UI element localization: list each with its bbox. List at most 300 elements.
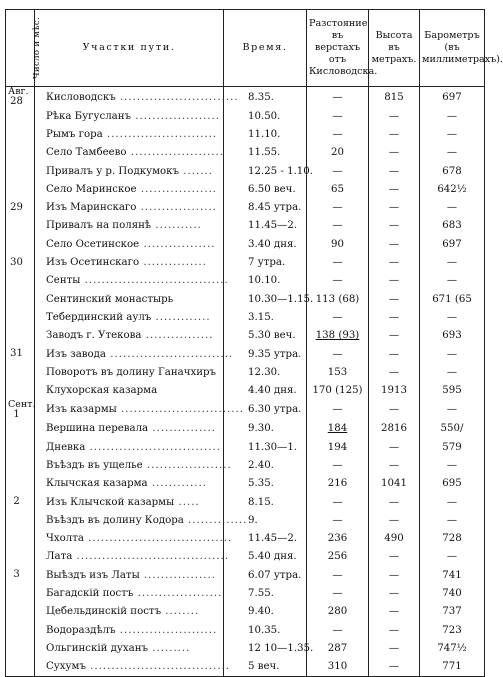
barometer-cell: — xyxy=(420,198,485,216)
distance-cell: — xyxy=(307,345,369,363)
segment-label: Изъ Маринскаго xyxy=(46,202,137,214)
time-cell: 6.30 утра. xyxy=(224,400,307,420)
leader-dots: ....................... xyxy=(115,624,218,636)
date-cell xyxy=(6,438,35,456)
leader-dots: .................................... xyxy=(72,551,230,563)
segment-cell xyxy=(35,530,233,548)
table-row xyxy=(6,381,485,399)
date-cell xyxy=(6,566,35,584)
segment-label: Сухумъ xyxy=(46,661,86,673)
barometer-cell: 642½ xyxy=(420,180,485,198)
date-cell xyxy=(6,162,35,180)
date-cell xyxy=(6,621,35,639)
height-cell: — xyxy=(369,363,420,381)
segment-label: Изъ Осетинскаго xyxy=(46,257,140,269)
segment-cell xyxy=(35,272,229,290)
time-cell: 5.30 веч. xyxy=(224,327,307,345)
leader-dots: ............................... xyxy=(85,441,221,453)
segment-label: Заводъ г. Утекова xyxy=(46,330,142,342)
barometer-cell: 579 xyxy=(420,438,485,456)
segment-cell xyxy=(35,327,224,345)
segment-cell xyxy=(35,658,231,677)
segment-cell xyxy=(35,493,224,511)
distance-cell: 113 (68) xyxy=(307,290,369,308)
distance-cell: — xyxy=(307,456,369,474)
date-cell xyxy=(6,235,35,253)
distance-cell: 65 xyxy=(307,180,369,198)
distance-cell: — xyxy=(307,125,369,143)
segment-label: Изъ казармы xyxy=(46,404,117,416)
height-cell: — xyxy=(369,308,420,326)
barometer-cell: — xyxy=(420,345,485,363)
segment-label: Выѣздъ изъ Латы xyxy=(46,569,140,581)
segment-cell xyxy=(35,253,224,271)
leader-dots: ............. xyxy=(151,311,211,323)
table-row xyxy=(6,290,485,308)
segment-label: Поворотъ въ долину Ганачхиръ xyxy=(46,366,216,378)
segment-cell xyxy=(35,639,224,657)
time-cell: 5.40 дня. xyxy=(224,548,307,566)
distance-cell: 216 xyxy=(307,475,369,493)
barometer-cell: 595 xyxy=(420,381,485,399)
barometer-cell: 695 xyxy=(420,475,485,493)
leader-dots: ...................... xyxy=(126,147,225,159)
time-cell: 9.40. xyxy=(224,603,307,621)
segment-label: Сентинский монастырь xyxy=(46,293,174,305)
header-route: Участки пути. xyxy=(35,10,224,87)
time-cell: 11.45—2. xyxy=(224,530,307,548)
date-cell xyxy=(6,381,35,399)
date-cell xyxy=(6,272,35,290)
segment-label: Дневка xyxy=(46,441,86,453)
height-cell: — xyxy=(369,621,420,639)
distance-cell: 256 xyxy=(307,548,369,566)
distance-cell: 20 xyxy=(307,144,369,162)
segment-cell xyxy=(35,180,224,198)
segment-cell xyxy=(35,162,224,180)
height-cell: — xyxy=(369,584,420,602)
date-cell xyxy=(6,420,35,438)
height-cell: — xyxy=(369,180,420,198)
barometer-cell: 741 xyxy=(420,566,485,584)
table-body xyxy=(6,87,485,677)
date-cell xyxy=(6,548,35,566)
leader-dots: .............. xyxy=(183,514,248,526)
distance-cell: 236 xyxy=(307,530,369,548)
segment-cell xyxy=(35,548,230,566)
height-cell: — xyxy=(369,639,420,657)
barometer-cell: — xyxy=(420,548,485,566)
itinerary-table xyxy=(5,9,503,677)
table-row xyxy=(6,272,485,290)
table-row xyxy=(6,327,485,345)
barometer-cell: — xyxy=(420,144,485,162)
leader-dots: .................................. xyxy=(80,275,229,287)
segment-label: Привалъ у р. Подкумокъ xyxy=(46,165,179,177)
leader-dots: ....... xyxy=(179,165,213,177)
height-cell: 2816 xyxy=(369,420,420,438)
height-cell: — xyxy=(369,493,420,511)
leader-dots: ................................. xyxy=(85,661,231,673)
height-cell: 1913 xyxy=(369,381,420,399)
height-cell: — xyxy=(369,511,420,529)
segment-label: Багадскій постъ xyxy=(46,588,134,600)
date-cell xyxy=(6,125,35,143)
time-cell: 4.40 дня. xyxy=(224,381,307,399)
height-cell: — xyxy=(369,603,420,621)
date-cell xyxy=(6,345,35,363)
date-cell xyxy=(6,327,35,345)
segment-cell xyxy=(35,511,248,529)
barometer-cell: 737 xyxy=(420,603,485,621)
table-row xyxy=(6,217,485,235)
height-cell: — xyxy=(369,438,420,456)
time-cell: 9.30. xyxy=(224,420,307,438)
distance-cell: — xyxy=(307,272,369,290)
height-cell: — xyxy=(369,566,420,584)
day-label: 29 xyxy=(10,201,23,213)
date-cell xyxy=(6,290,35,308)
distance-cell: — xyxy=(307,107,369,125)
barometer-cell: 671 (65 xyxy=(420,290,485,308)
date-cell xyxy=(6,456,35,474)
distance-cell: 287 xyxy=(307,639,369,657)
segment-label: Привалъ на полянѣ xyxy=(46,220,152,232)
table-row xyxy=(6,456,485,474)
table-row xyxy=(6,308,485,326)
leader-dots: ......... xyxy=(148,642,191,654)
barometer-cell: 550/ xyxy=(420,420,485,438)
date-cell xyxy=(6,363,35,381)
day-label: 1 xyxy=(13,408,20,420)
height-cell: — xyxy=(369,144,420,162)
distance-cell: — xyxy=(307,87,369,108)
header-distance: Разстояние въ верстахъ отъ Кисловодска. xyxy=(307,10,369,87)
date-cell xyxy=(6,180,35,198)
header-time: Время. xyxy=(224,10,307,87)
barometer-cell: 683 xyxy=(420,217,485,235)
time-cell: 12.25 - 1.10. xyxy=(224,162,307,180)
month-label: Авг. xyxy=(8,86,29,97)
table-row xyxy=(6,400,485,420)
table-row xyxy=(6,180,485,198)
barometer-cell: — xyxy=(420,308,485,326)
table-row xyxy=(6,420,485,438)
segment-cell xyxy=(35,363,224,381)
date-cell xyxy=(6,308,35,326)
height-cell: — xyxy=(369,272,420,290)
distance-cell: — xyxy=(307,621,369,639)
table-row xyxy=(6,87,485,108)
day-label: 28 xyxy=(10,96,23,107)
segment-cell xyxy=(35,144,224,162)
segment-label: Клухорская казарма xyxy=(46,385,158,397)
distance-cell: 170 (125) xyxy=(307,381,369,399)
table-row xyxy=(6,603,485,621)
day-label: 3 xyxy=(13,569,20,581)
time-cell: 7 утра. xyxy=(224,253,307,271)
barometer-cell: 697 xyxy=(420,235,485,253)
table-row xyxy=(6,621,485,639)
time-cell: 7.55. xyxy=(224,584,307,602)
segment-cell xyxy=(35,566,224,584)
leader-dots: ................ xyxy=(141,330,214,342)
height-cell: — xyxy=(369,198,420,216)
height-cell: — xyxy=(369,162,420,180)
height-cell: — xyxy=(369,548,420,566)
table-row xyxy=(6,198,485,216)
time-cell: 10.35. xyxy=(224,621,307,639)
table-row xyxy=(6,566,485,584)
distance-cell: — xyxy=(307,584,369,602)
barometer-cell: 693 xyxy=(420,327,485,345)
leader-dots: ............... xyxy=(148,423,216,435)
table-row xyxy=(6,125,485,143)
table-row xyxy=(6,235,485,253)
date-cell xyxy=(6,87,35,108)
barometer-cell: 697 xyxy=(420,87,485,108)
time-cell: 11.30—1. xyxy=(224,438,307,456)
distance-cell: 194 xyxy=(307,438,369,456)
height-cell: — xyxy=(369,107,420,125)
height-cell: — xyxy=(369,658,420,677)
segment-label: Изъ Клычской казармы xyxy=(46,496,175,508)
barometer-cell: — xyxy=(420,253,485,271)
table-row xyxy=(6,530,485,548)
segment-cell xyxy=(35,235,224,253)
height-cell: — xyxy=(369,235,420,253)
date-cell xyxy=(6,530,35,548)
height-cell: 490 xyxy=(369,530,420,548)
height-cell: — xyxy=(369,253,420,271)
barometer-cell: 740 xyxy=(420,584,485,602)
height-cell: — xyxy=(369,456,420,474)
segment-cell xyxy=(35,603,224,621)
distance-cell: 138 (93) xyxy=(307,327,369,345)
table-header xyxy=(6,10,503,87)
header-date: Число и мѣс. xyxy=(6,10,35,87)
segment-cell xyxy=(35,621,224,639)
barometer-cell: — xyxy=(420,272,485,290)
distance-cell: 153 xyxy=(307,363,369,381)
distance-cell: — xyxy=(307,253,369,271)
distance-cell: 184 xyxy=(307,420,369,438)
height-cell: — xyxy=(369,345,420,363)
time-cell: 3.40 дня. xyxy=(224,235,307,253)
table-row xyxy=(6,658,485,677)
table-row xyxy=(6,144,485,162)
barometer-cell: 678 xyxy=(420,162,485,180)
barometer-cell: 771 xyxy=(420,658,485,677)
time-cell: 6.50 веч. xyxy=(224,180,307,198)
segment-cell xyxy=(35,381,224,399)
table-row xyxy=(6,584,485,602)
segment-label: Изъ завода xyxy=(46,348,107,360)
segment-label: Въѣздъ въ ущелье xyxy=(46,459,143,471)
time-cell: 11.10. xyxy=(224,125,307,143)
barometer-cell: — xyxy=(420,363,485,381)
leader-dots: ............................. xyxy=(106,348,234,360)
barometer-cell: — xyxy=(420,107,485,125)
height-cell: — xyxy=(369,290,420,308)
segment-label: Село Осетинское xyxy=(46,238,140,250)
distance-cell: — xyxy=(307,162,369,180)
time-cell: 10.50. xyxy=(224,107,307,125)
time-cell: 10.10. xyxy=(224,272,307,290)
leader-dots: ........ xyxy=(161,606,200,618)
barometer-cell: — xyxy=(420,493,485,511)
date-cell xyxy=(6,475,35,493)
leader-dots: ............. xyxy=(147,478,207,490)
time-cell: 9. xyxy=(224,511,307,529)
distance-cell: — xyxy=(307,400,369,420)
height-cell: — xyxy=(369,327,420,345)
segment-label: Сенты xyxy=(46,275,81,287)
time-cell: 5 веч. xyxy=(224,658,307,677)
leader-dots: ............................. xyxy=(116,404,244,416)
height-cell: — xyxy=(369,125,420,143)
segment-label: Клычская казарма xyxy=(46,478,148,490)
leader-dots: ........... xyxy=(151,220,202,232)
segment-label: Рымъ гора xyxy=(46,128,103,140)
leader-dots: .......................... xyxy=(102,128,218,140)
segment-label: Цебельдинскій постъ xyxy=(46,606,162,618)
segment-label: Тебердинский аулъ xyxy=(46,311,152,323)
leader-dots: ................. xyxy=(139,238,216,250)
segment-cell xyxy=(35,475,224,493)
time-cell: 3.15. xyxy=(224,308,307,326)
date-cell xyxy=(6,144,35,162)
segment-cell xyxy=(35,420,224,438)
table-row xyxy=(6,438,485,456)
month-label: Сент. xyxy=(8,398,36,410)
table-row xyxy=(6,253,485,271)
time-cell: 12.30. xyxy=(224,363,307,381)
leader-dots: .................. xyxy=(136,202,217,214)
segment-label: Ольгинскій духанъ xyxy=(46,642,149,654)
time-cell: 6.07 утра. xyxy=(224,566,307,584)
time-cell: 8.35. xyxy=(224,87,307,108)
leader-dots: ............................ xyxy=(115,91,239,103)
segment-label: Рѣка Бугусланъ xyxy=(46,110,132,122)
header-barometer: Барометръ (въ миллиметрахъ). xyxy=(420,10,485,87)
segment-cell xyxy=(35,290,224,308)
date-cell xyxy=(6,217,35,235)
time-cell: 9.35 утра. xyxy=(224,345,307,363)
distance-cell: — xyxy=(307,308,369,326)
segment-cell xyxy=(35,584,224,602)
date-cell xyxy=(6,584,35,602)
distance-cell: — xyxy=(307,511,369,529)
leader-dots: ................. xyxy=(139,569,216,581)
time-cell: 12 10—1.35. xyxy=(224,639,307,657)
leader-dots: .................... xyxy=(131,110,221,122)
header-height: Высота въ метрахъ. xyxy=(369,10,420,87)
height-cell: — xyxy=(369,217,420,235)
distance-cell: — xyxy=(307,217,369,235)
segment-label: Водораздѣлъ xyxy=(46,624,116,636)
leader-dots: .................... xyxy=(142,459,232,471)
date-cell xyxy=(6,658,35,677)
segment-label: Кисловодскъ xyxy=(46,91,116,103)
distance-cell: 90 xyxy=(307,235,369,253)
segment-label: Въѣздъ въ долину Кодора xyxy=(46,514,184,526)
barometer-cell: — xyxy=(420,456,485,474)
segment-cell xyxy=(35,345,234,363)
time-cell: 5.35. xyxy=(224,475,307,493)
segment-cell xyxy=(35,308,224,326)
segment-label: Лата xyxy=(46,551,73,563)
table-row xyxy=(6,511,485,529)
distance-cell: — xyxy=(307,198,369,216)
date-cell xyxy=(6,493,35,511)
date-cell xyxy=(6,253,35,271)
distance-cell: — xyxy=(307,566,369,584)
segment-label: Чхолта xyxy=(46,533,84,545)
time-cell: 8.45 утра. xyxy=(224,198,307,216)
date-cell xyxy=(6,511,35,529)
leader-dots: .................. xyxy=(136,183,218,195)
segment-cell xyxy=(35,400,244,420)
time-cell: 10.30—1.15. xyxy=(224,290,307,308)
segment-label: Село Тамбеево xyxy=(46,147,127,159)
segment-cell xyxy=(35,125,224,143)
table-row xyxy=(6,345,485,363)
segment-label: Село Маринское xyxy=(46,183,137,195)
barometer-cell: — xyxy=(420,400,485,420)
distance-cell: — xyxy=(307,493,369,511)
barometer-cell: — xyxy=(420,511,485,529)
leader-dots: ............... xyxy=(139,257,207,269)
barometer-cell: 728 xyxy=(420,530,485,548)
segment-cell xyxy=(35,107,224,125)
table-row xyxy=(6,548,485,566)
segment-cell xyxy=(35,217,224,235)
leader-dots: .................... xyxy=(133,588,223,600)
time-cell: 11.55. xyxy=(224,144,307,162)
height-cell: 815 xyxy=(369,87,420,108)
height-cell: — xyxy=(369,400,420,420)
barometer-cell: — xyxy=(420,125,485,143)
table-row xyxy=(6,493,485,511)
table-row xyxy=(6,162,485,180)
day-label: 31 xyxy=(10,348,23,359)
table-row xyxy=(6,639,485,657)
segment-cell xyxy=(35,456,232,474)
time-cell: 8.15. xyxy=(224,493,307,511)
date-cell xyxy=(6,107,35,125)
date-cell xyxy=(6,400,35,420)
distance-cell: 310 xyxy=(307,658,369,677)
segment-cell xyxy=(35,87,239,108)
segment-cell xyxy=(35,198,224,216)
barometer-cell: 747½ xyxy=(420,639,485,657)
time-cell: 2.40. xyxy=(224,456,307,474)
segment-label: Вершина перевала xyxy=(46,423,149,435)
table-row xyxy=(6,363,485,381)
table-row xyxy=(6,107,485,125)
day-label: 2 xyxy=(13,496,20,508)
barometer-cell: 723 xyxy=(420,621,485,639)
date-cell xyxy=(6,198,35,216)
table-row xyxy=(6,475,485,493)
leader-dots: .................................. xyxy=(83,533,233,545)
date-cell xyxy=(6,603,35,621)
segment-cell xyxy=(35,438,224,456)
leader-dots: ..... xyxy=(174,496,200,508)
date-cell xyxy=(6,639,35,657)
day-label: 30 xyxy=(10,256,23,268)
